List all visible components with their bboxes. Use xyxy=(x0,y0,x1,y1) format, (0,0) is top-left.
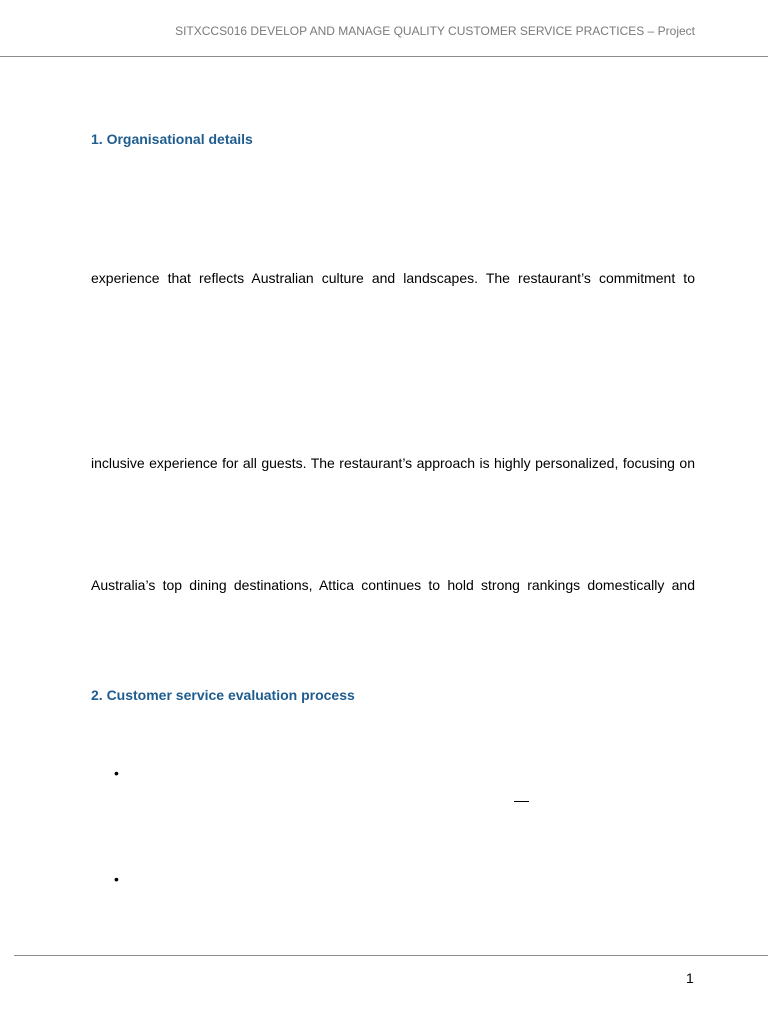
bullet-point: • xyxy=(114,871,119,887)
header-title: SITXCCS016 DEVELOP AND MANAGE QUALITY CUSTOMER SERVICE PRACTICES – Project xyxy=(175,24,695,38)
bullet-point: • xyxy=(114,765,119,781)
section-heading-customer-service-evaluation: 2. Customer service evaluation process xyxy=(91,687,355,703)
section-heading-organisational-details: 1. Organisational details xyxy=(91,131,253,147)
paragraph-line: experience that reflects Australian culture and landscapes. The restaurant’s commitment to xyxy=(91,270,695,286)
paragraph-line: Australia’s top dining destinations, Attica continues to hold strong rankings domestically and xyxy=(91,577,695,593)
page-header xyxy=(0,0,768,57)
page-number: 1 xyxy=(686,970,694,986)
footer-rule xyxy=(14,955,768,956)
dash-mark xyxy=(514,801,529,802)
paragraph-line: inclusive experience for all guests. The restaurant’s approach is highly personalized, focusing on xyxy=(91,455,695,471)
